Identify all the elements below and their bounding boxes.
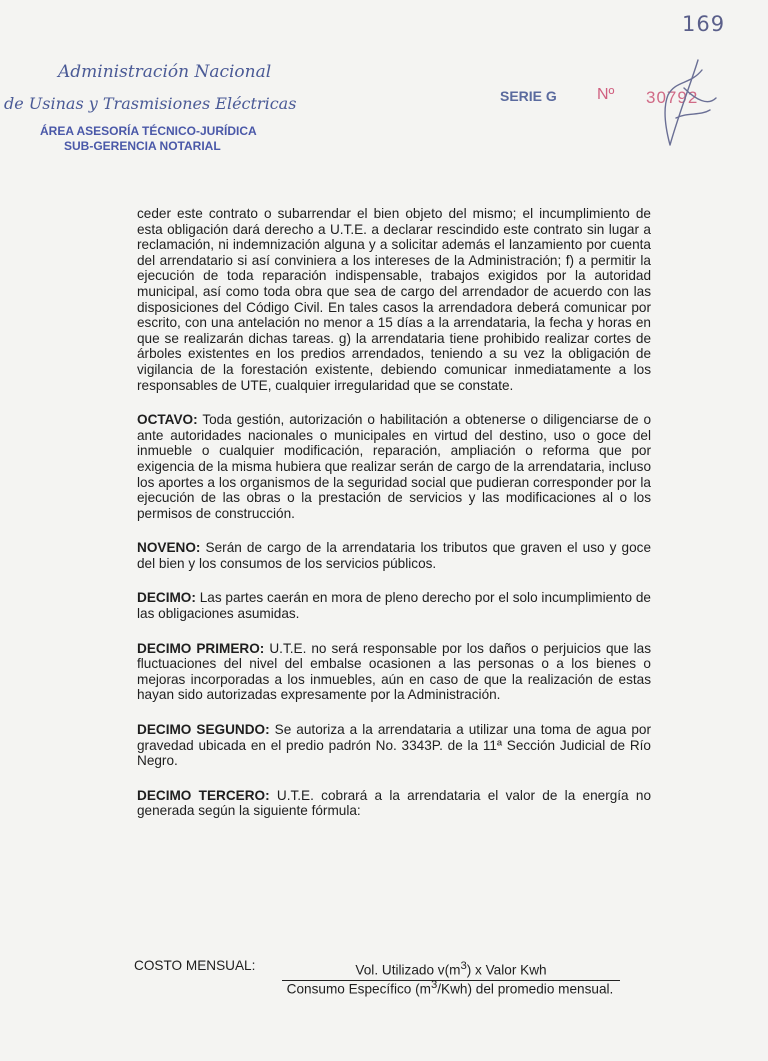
clause-title: DECIMO SEGUNDO:	[137, 722, 270, 738]
formula-numerator-part: ) x Valor Kwh	[466, 962, 547, 978]
clause-text: Toda gestión, autorización o habilitación a obtenerse o diligenciarse de o ante autoridades nacionales o municipales en virtud del destino, uso o goce del inmueble o cualquier modificación, reparación, ampliación o reforma que por exigencia de la misma hubiera que realizar serán de cargo de la arrendataria, incluso los aportes a los organismos de la seguridad social que pudieran corresponder por la ejecución de las obras o la prestación de servicios y las modificaciones al o los permisos de construcción.	[137, 412, 652, 521]
formula-denominator-part: /Kwh) del promedio mensual.	[437, 981, 614, 997]
clause-text: ceder este contrato o subarrendar el bien objeto del mismo; el incumplimiento de esta obligación dará derecho a U.T.E. a declarar rescindido este contrato sin lugar a reclamación, ni indemnización alguna y a solicitar además el lanzamiento por cuenta del arrendatario si así conviniera a los intereses de la Administración; f) a permitir la ejecución de toda reparación indispensable, trabajos exigidos por la autoridad municipal, así como toda obra que sea de cargo del arrendador de acuerdo con las disposiciones del Código Civil. En tales casos la arrendadora deberá comunicar por escrito, con una antelación no menor a 15 días a la arrendataria, la fecha y horas en que se realizarán dichas tareas. g) la arrendataria tiene prohibido realizar cortes de árboles existentes en los predios arrendados, teniendo a su vez la obligación de vigilancia de la forestación existente, debiendo comunicar inmediatamente a los responsables de UTE, cualquier irregularidad que se constate.	[137, 206, 651, 393]
clause-text: Se autoriza a la arrendataria a utilizar una toma de agua por gravedad ubicada en el predio padrón No. 3343P. de la 11ª Sección Judicial de Río Negro.	[137, 722, 651, 769]
formula-denominator	[272, 977, 628, 998]
clause-title: DECIMO TERCERO:	[137, 787, 270, 803]
letterhead-department: ÁREA ASESORÍA TÉCNICO-JURÍDICA	[40, 124, 257, 138]
clause-title: DECIMO PRIMERO:	[137, 640, 265, 656]
serie-label: SERIE G	[500, 88, 557, 104]
letterhead-organization-line1: Administración Nacional	[58, 62, 272, 82]
clause-noveno	[137, 540, 651, 571]
clause-text: U.T.E. cobrará a la arrendataria el valor de la energía no generada según la siguiente fórmula:	[137, 787, 652, 819]
clause-title: DECIMO:	[137, 590, 196, 606]
formula-denominator-exponent: 3	[430, 979, 438, 991]
clause-text: U.T.E. no será responsable por los daños o perjuicios que las fluctuaciones del nivel del embalse ocasionen a las personas o a los bienes o mejoras incorporadas a los inmuebles, aún en caso de que la realización de estas hayan sido autorizadas expresamente por la Administración.	[137, 640, 651, 703]
clause-decimo-segundo	[137, 722, 651, 769]
serie-number: 30792	[646, 88, 699, 107]
letterhead-organization-line2: de Usinas y Trasmisiones Eléctricas	[4, 94, 297, 113]
clause-octavo	[137, 412, 651, 521]
clause-text: Las partes caerán en mora de pleno derecho por el solo incumplimiento de las obligaciones asumidas.	[137, 590, 651, 622]
clause-title: NOVENO:	[137, 540, 201, 556]
clause-title: OCTAVO:	[137, 412, 198, 428]
letterhead-subdepartment: SUB-GERENCIA NOTARIAL	[64, 139, 221, 153]
clause-text: Serán de cargo de la arrendataria los tributos que graven el uso y goce del bien y los consumos de los servicios públicos.	[137, 540, 652, 571]
clause-decimo-primero	[137, 641, 651, 703]
handwritten-signature	[640, 40, 720, 160]
formula-numerator-part: Vol. Utilizado v(m	[355, 962, 461, 978]
clause-decimo-tercero	[137, 788, 651, 819]
serie-number-label: Nº	[597, 86, 615, 103]
contract-body	[137, 206, 651, 838]
formula-label: COSTO MENSUAL:	[134, 958, 256, 973]
clause-paragraph	[137, 206, 651, 393]
page-number: 169	[682, 12, 726, 36]
formula-denominator-part: Consumo Específico (m	[286, 981, 431, 997]
formula-numerator-exponent: 3	[460, 960, 467, 972]
clause-decimo	[137, 590, 651, 621]
